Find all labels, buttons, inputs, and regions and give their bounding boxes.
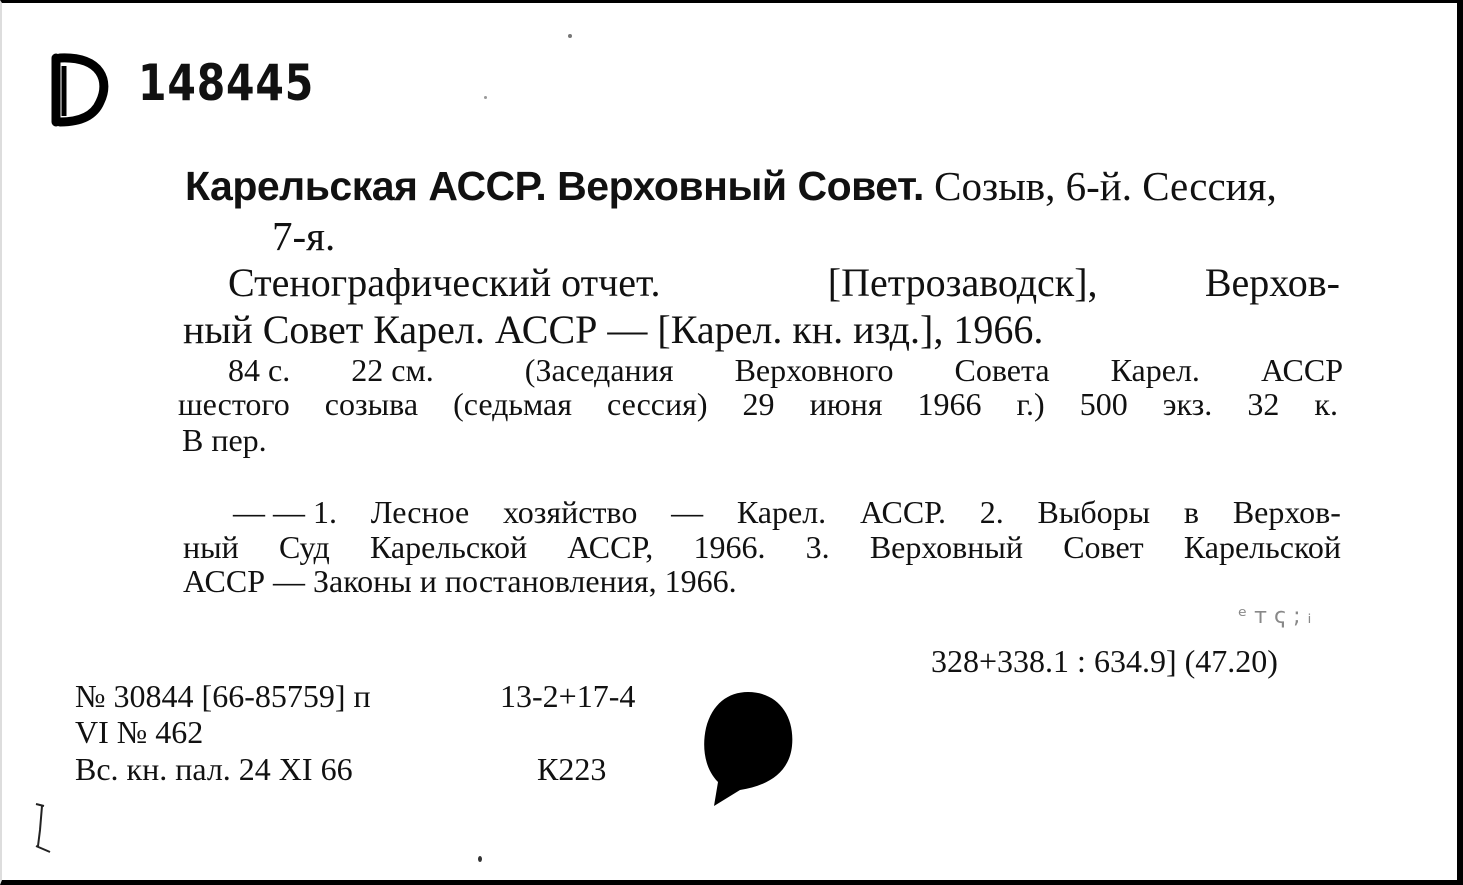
- handwritten-letter-d: [50, 52, 112, 128]
- collation-word: 32: [1247, 386, 1280, 422]
- imprint-word: Верхов-: [1204, 260, 1340, 305]
- collation-word: 84 с.: [228, 352, 291, 388]
- tracing-word: 3.: [805, 529, 830, 565]
- tracing-word: в: [1183, 494, 1200, 530]
- collation-word: созыва: [324, 386, 419, 422]
- imprint-word: Стенографический отчет.: [228, 260, 661, 305]
- collation-word: АССР: [1260, 352, 1343, 388]
- collation-word: Карел.: [1110, 352, 1200, 388]
- collation-word: Совета: [954, 352, 1050, 388]
- tracings-line-2: [183, 529, 1341, 566]
- book-chamber-line: Вс. кн. пал. 24 XI 66: [75, 751, 353, 787]
- tracings-line-1: [233, 494, 1341, 531]
- tracing-word: Совет: [1063, 529, 1144, 565]
- speck: [478, 856, 482, 862]
- classification-number: 328+338.1 : 634.9] (47.20): [931, 643, 1278, 679]
- tracing-word: 2.: [979, 494, 1004, 530]
- title-imprint-line-1: [228, 259, 1340, 306]
- tracing-word: хозяйство: [502, 494, 638, 530]
- handwritten-number: 148445: [138, 54, 315, 112]
- collation-word: июня: [809, 386, 883, 422]
- collation-word: Верховного: [734, 352, 894, 388]
- title-imprint-line-2: ный Совет Карел. АССР — [Карел. кн. изд.], 1966.: [183, 307, 1044, 352]
- card-code: 13-2+17-4: [500, 678, 636, 714]
- collation-line-2: [178, 386, 1338, 423]
- collation-word: к.: [1314, 386, 1338, 422]
- tracing-word: АССР,: [567, 529, 654, 565]
- book-chamber-code: К223: [537, 751, 607, 787]
- corner-scribble: [30, 800, 70, 860]
- collation-word: г.): [1016, 386, 1045, 422]
- tracing-word: —: [671, 494, 704, 530]
- heading-line: [185, 162, 1277, 210]
- tracing-word: Выборы: [1037, 494, 1151, 530]
- imprint-word: [Петрозаводск],: [827, 260, 1098, 305]
- faint-stamp-mark: ᵉ т ҁ ; ᵢ: [1238, 604, 1312, 629]
- series-number-line: VI № 462: [75, 714, 204, 750]
- tracing-word: 1966.: [693, 529, 766, 565]
- corporate-author: Карельская АССР. Верховный Совет.: [185, 163, 924, 209]
- heading-continuation: 7-я.: [272, 213, 336, 259]
- tracing-word: Суд: [278, 529, 330, 565]
- tracing-word: — — 1.: [233, 494, 337, 530]
- tracing-word: Карельской: [1183, 529, 1341, 565]
- collation-word: (седьмая: [453, 386, 572, 422]
- collation-word: шестого: [178, 386, 290, 422]
- collation-word: экз.: [1162, 386, 1213, 422]
- tracings-line-3: АССР — Законы и постановления, 1966.: [183, 563, 737, 599]
- collation-line-3: В пер.: [182, 422, 267, 458]
- tracing-word: Верховный: [869, 529, 1024, 565]
- tracing-word: АССР.: [859, 494, 946, 530]
- collation-word: 29: [742, 386, 775, 422]
- tracing-word: Верхов-: [1232, 494, 1341, 530]
- speck: [568, 34, 572, 38]
- heading-rest: Созыв, 6-й. Сессия,: [934, 163, 1277, 209]
- tracing-word: Карел.: [736, 494, 827, 530]
- card-number-line: № 30844 [66-85759] п: [75, 678, 371, 714]
- tracing-word: ный: [183, 529, 239, 565]
- collation-line-1: [228, 352, 1343, 389]
- collation-word: 22 см.: [351, 352, 434, 388]
- collation-word: (Заседания: [524, 352, 674, 388]
- speck: [484, 96, 487, 99]
- tracing-word: Лесное: [370, 494, 470, 530]
- collation-word: сессия): [606, 386, 708, 422]
- collation-word: 1966: [917, 386, 982, 422]
- collation-word: 500: [1079, 386, 1128, 422]
- punched-hole: [700, 690, 800, 810]
- tracing-word: Карельской: [369, 529, 528, 565]
